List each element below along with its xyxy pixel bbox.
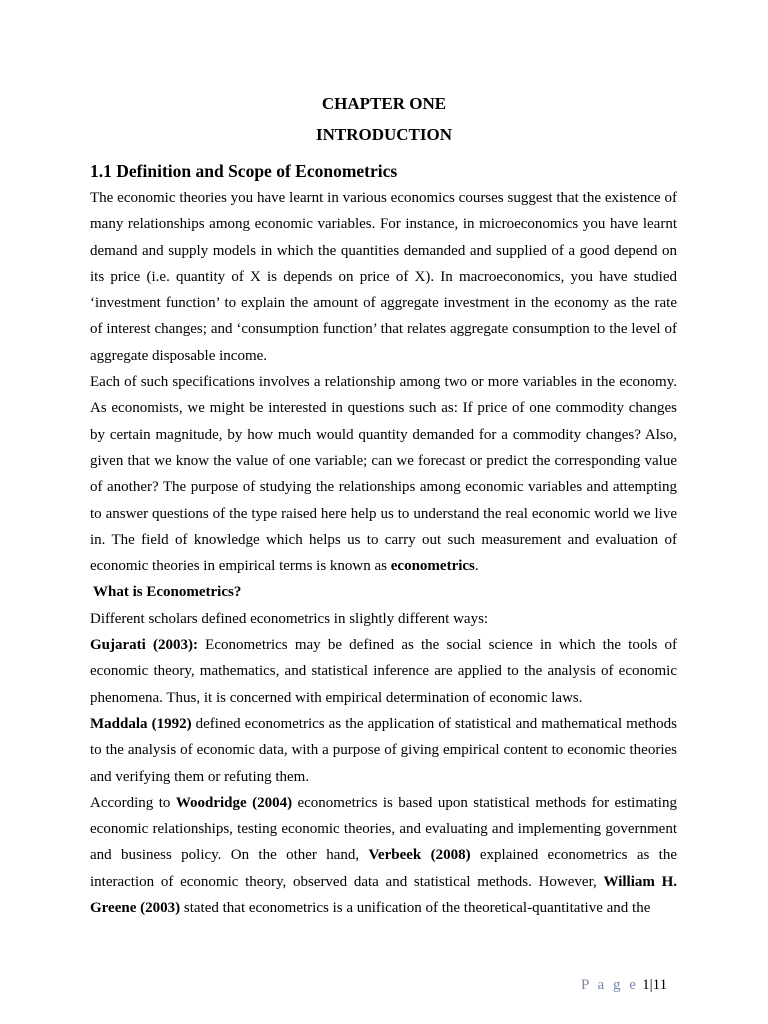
paragraph-maddala (90, 711, 677, 790)
paragraph-intro: The economic theories you have learnt in various economics courses suggest that the existence of many relationships among economic variables. For instance, in microeconomics you have learnt demand and supply models in which the quantities demanded and supplied of a good depend on its price (i.e. quantity of X is depends on price of X). In macroeconomics, you have studied ‘investment function’ to explain the amount of aggregate investment in the economy as the rate of interest changes; and ‘consumption function’ that relates aggregate consumption to the level of aggregate disposable income. (90, 190, 677, 364)
greene-definition: stated that econometrics is a unification of the theoretical-quantitative and the (180, 900, 651, 917)
paragraph-end: . (474, 558, 479, 575)
page-label: P a g e (581, 977, 639, 993)
paragraph-scholars: Different scholars defined econometrics in slightly different ways: (90, 610, 489, 627)
woodridge-definition: econometrics is based upon statistical methods for estimating economic relationships, testing economic theories, and evaluating and implementing government and business policy. On the other hand, (90, 794, 677, 864)
author-greene: William H. Greene (2003) (90, 873, 678, 917)
body-text (90, 185, 677, 921)
verbeek-definition: explained econometrics as the interaction of economic theory, observed data and statistical methods. However, (90, 847, 677, 890)
paragraph-woodridge (90, 790, 677, 921)
maddala-definition: defined econometrics as the application of statistical and mathematical methods to the analysis of economic data, with a purpose of giving empirical content to economic theories and verifying them or refuting them. (90, 715, 677, 785)
author-verbeek: Verbeek (2008) (368, 847, 471, 864)
author-woodridge: Woodridge (2004) (175, 794, 293, 811)
section-heading: 1.1 Definition and Scope of Econometrics (90, 161, 398, 181)
subheading-text: What is Econometrics? (93, 584, 242, 601)
page-separator: | (649, 977, 653, 993)
page-footer (581, 975, 667, 995)
woodridge-intro: According to (90, 794, 176, 811)
paragraph-specifications (90, 369, 677, 579)
chapter-heading: CHAPTER ONE (321, 94, 447, 113)
paragraph-gujarati (90, 632, 677, 711)
paragraph-text: Each of such specifications involves a relationship among two or more variables in the economy. As economists, we might be interested in questions such as: If price of one commodity changes by certain magnitude, by how much would quantity demanded for a commodity changes? Also, given that we know the value of one variable; can we forecast or predict the corresponding value of another? The purpose of studying the relationships among economic variables and attempting to answer questions of the type raised here help us to understand the real economic world we live in. The field of knowledge which helps us to carry out such measurement and evaluation of economic theories in empirical terms is known as (90, 374, 677, 575)
author-maddala: Maddala (1992) (90, 715, 192, 732)
gujarati-definition: Econometrics may be defined as the social science in which the tools of economic theory, mathematics, and statistical inference are applied to the analysis of economic phenomena. Thus, it is concerned with empirical determination of economic laws. (90, 637, 678, 706)
econometrics-term: econometrics (390, 558, 475, 575)
subheading-what-is-econometrics (90, 579, 677, 605)
page-number: 1 (642, 977, 650, 993)
total-pages: 11 (652, 977, 668, 993)
author-gujarati: Gujarati (2003): (90, 637, 198, 654)
chapter-title: INTRODUCTION (315, 125, 453, 144)
